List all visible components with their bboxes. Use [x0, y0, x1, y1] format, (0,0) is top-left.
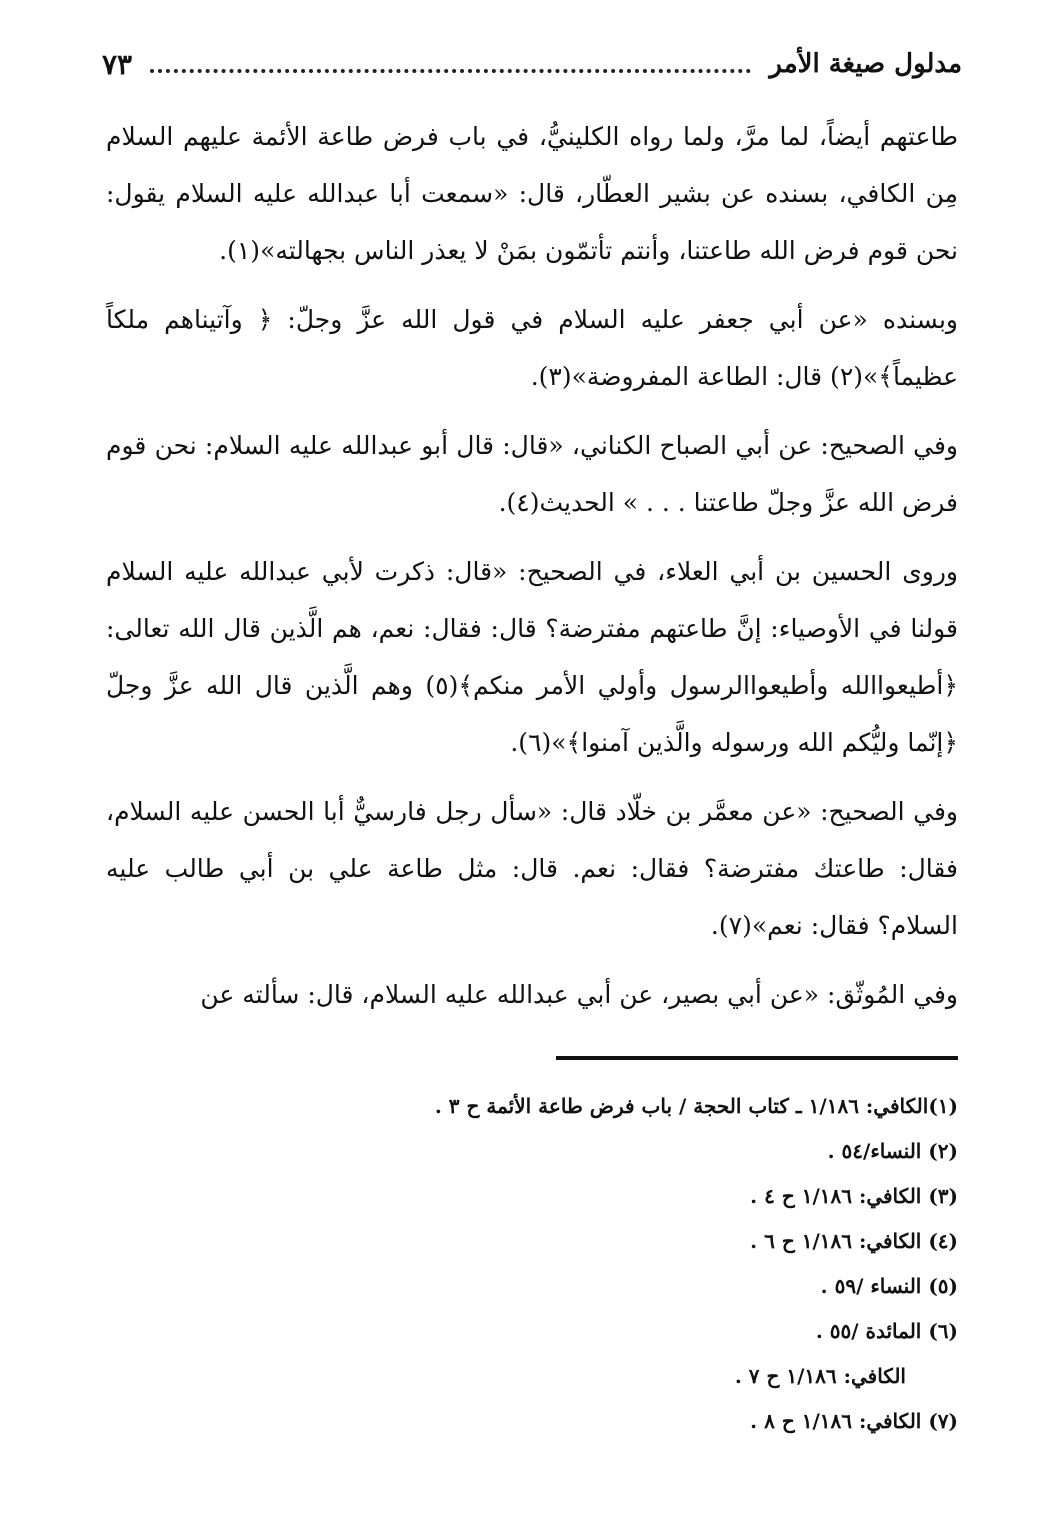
footnote: الكافي: ١/١٨٦ ح ٧ . [734, 1364, 906, 1388]
footnote: (٤) الكافي: ١/١٨٦ ح ٦ . [750, 1229, 958, 1253]
page-number: ٧٣ [102, 47, 133, 81]
footnote: (١)الكافي: ١/١٨٦ ـ كتاب الحجة / باب فرض طاعة الأئمة ح ٣ . [434, 1094, 958, 1118]
footnote: (٦) المائدة /٥٥ . [815, 1319, 958, 1343]
footnotes [98, 1084, 958, 1444]
leader-dots [150, 55, 751, 73]
main-text [106, 108, 958, 1023]
chapter-title: مدلول صيغة الأمر [769, 49, 962, 79]
paragraph: وفي الصحيح: «عن معمَّر بن خلّاد قال: «سأل رجل فارسيٌّ أبا الحسن عليه السلام، فقال: طاعتك مفترضة؟ فقال: نعم. قال: مثل طاعة علي بن أبي طالب عليه السلام؟ فقال: نعم»(٧). [106, 797, 958, 940]
footnote: (٢) النساء/٥٤ . [827, 1139, 958, 1163]
paragraph: وبسنده «عن أبي جعفر عليه السلام في قول الله عزَّ وجلّ: ﴿ وآتيناهم ملكاً عظيماً﴾»(٢) قال: الطاعة المفروضة»(٣). [106, 305, 958, 391]
running-header [102, 42, 962, 86]
paragraph: وروى الحسين بن أبي العلاء، في الصحيح: «قال: ذكرت لأبي عبدالله عليه السلام قولنا في الأوصياء: إنَّ طاعتهم مفترضة؟ قال: فقال: نعم، هم الَّذين قال الله تعالى: ﴿أطيعواالله وأطيعواالرسول وأولي الأمر منكم﴾(٥) وهم الَّذين قال الله عزَّ وجلّ ﴿إنّما وليُّكم الله ورسوله والَّذين آمنوا﴾»(٦). [106, 557, 959, 757]
footnote: (٥) النساء /٥٩ . [820, 1274, 958, 1298]
paragraph: وفي الصحيح: عن أبي الصباح الكناني، «قال: قال أبو عبدالله عليه السلام: نحن قوم فرض الله عزَّ وجلّ طاعتنا . . . » الحديث(٤). [106, 431, 958, 517]
footnote-separator [556, 1056, 958, 1060]
footnote: (٧) الكافي: ١/١٨٦ ح ٨ . [750, 1409, 958, 1433]
paragraph: طاعتهم أيضاً، لما مرَّ، ولما رواه الكلينيُّ، في باب فرض طاعة الأئمة عليهم السلام مِن الكافي، بسنده عن بشير العطّار، قال: «سمعت أبا عبدالله عليه السلام يقول: نحن قوم فرض الله طاعتنا، وأنتم تأتمّون بمَنْ لا يعذر الناس بجهالته»(١). [106, 122, 958, 265]
footnote: (٣) الكافي: ١/١٨٦ ح ٤ . [750, 1184, 958, 1208]
paragraph: وفي المُوثّق: «عن أبي بصير، عن أبي عبدالله عليه السلام، قال: سألته عن [200, 980, 958, 1009]
